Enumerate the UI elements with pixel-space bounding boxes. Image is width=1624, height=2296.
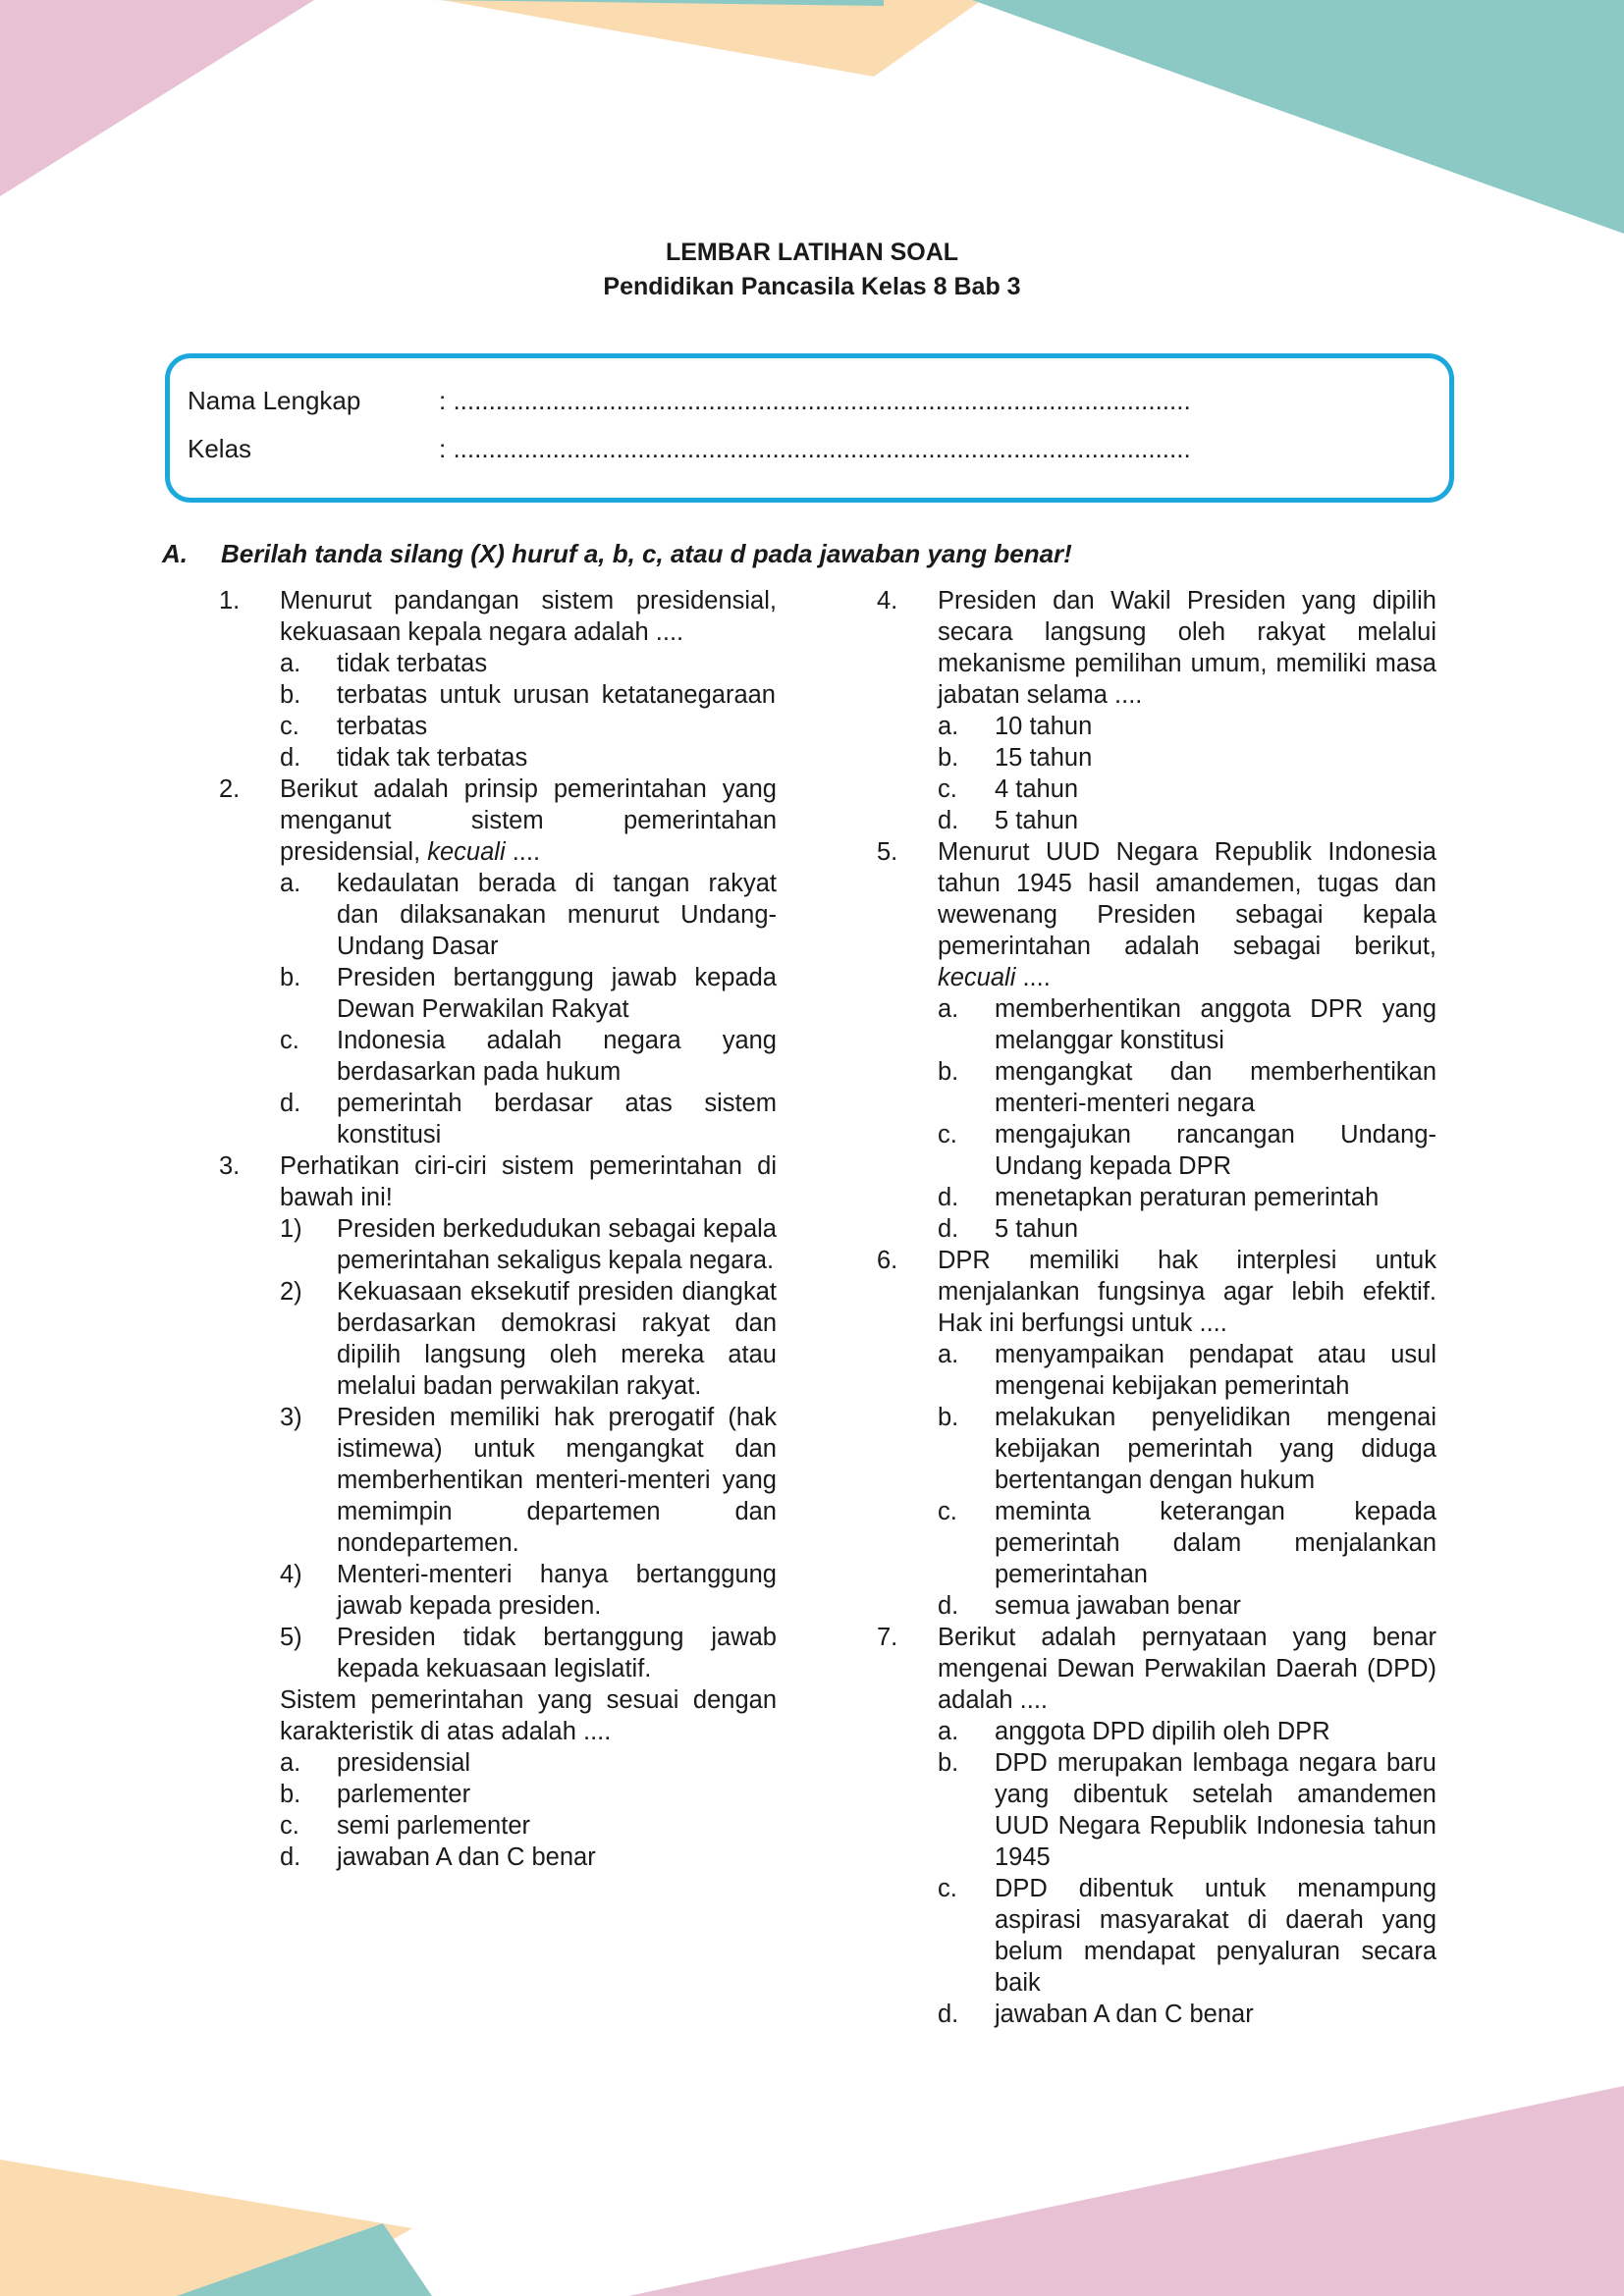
- option-d[interactable]: [938, 1590, 1436, 1622]
- item-text: Presiden berkedudukan sebagai kepala pemerintahan sekaligus kepala negara.: [337, 1215, 777, 1274]
- option-label: a.: [280, 650, 301, 677]
- question-number: 2.: [219, 775, 241, 803]
- option-b[interactable]: [280, 1779, 777, 1810]
- question-text-end: ....: [1015, 964, 1051, 991]
- option-text: 5 tahun: [995, 807, 1079, 834]
- question-text: [938, 836, 1436, 993]
- option-label: d.: [938, 1215, 959, 1243]
- characteristic-item-1: [280, 1213, 777, 1276]
- option-d[interactable]: [938, 1182, 1436, 1213]
- option-a[interactable]: [938, 1716, 1436, 1747]
- option-d[interactable]: [280, 1088, 777, 1150]
- name-label: Nama Lengkap: [188, 386, 361, 415]
- option-b[interactable]: [938, 742, 1436, 774]
- question-text-emphasis: kecuali: [427, 838, 506, 866]
- option-b[interactable]: [938, 1747, 1436, 1873]
- characteristic-item-3: [280, 1402, 777, 1559]
- option-text: 5 tahun: [995, 1215, 1079, 1243]
- option-label: a.: [938, 1718, 959, 1745]
- option-label: c.: [938, 1875, 957, 1902]
- option-c[interactable]: [938, 1873, 1436, 1999]
- option-d[interactable]: [938, 805, 1436, 836]
- option-text: kedaulatan berada di tangan rakyat dan dilaksanakan menurut Undang-Undang Dasar: [337, 870, 777, 960]
- option-label: c.: [280, 713, 299, 740]
- option-text: DPD dibentuk untuk menampung aspirasi masyarakat di daerah yang belum mendapat penyaluran secara baik: [995, 1875, 1436, 1997]
- option-label: d.: [280, 1843, 301, 1871]
- name-blank-line[interactable]: : ........................................................................................................: [439, 386, 1191, 415]
- option-label: a.: [280, 1749, 301, 1777]
- option-c[interactable]: [280, 1025, 777, 1088]
- option-text: mengajukan rancangan Undang-Undang kepada DPR: [995, 1121, 1436, 1180]
- question-text-end: ....: [505, 838, 541, 866]
- question-text: Presiden dan Wakil Presiden yang dipilih secara langsung oleh rakyat melalui mekanisme pemilihan umum, memiliki masa jabatan selama ....: [938, 587, 1436, 709]
- option-text: meminta keterangan kepada pemerintah dalam menjalankan pemerintahan: [995, 1498, 1436, 1588]
- item-text: Kekuasaan eksekutif presiden diangkat berdasarkan demokrasi rakyat dan dipilih langsung oleh mereka atau melalui badan perwakilan rakyat.: [337, 1278, 777, 1400]
- option-a[interactable]: [938, 711, 1436, 742]
- characteristic-item-2: [280, 1276, 777, 1402]
- question-7: [877, 1622, 1436, 2030]
- item-text: Menteri-menteri hanya bertanggung jawab kepada presiden.: [337, 1561, 777, 1620]
- question-3: [219, 1150, 777, 1873]
- option-a[interactable]: [938, 993, 1436, 1056]
- option-label: d.: [938, 1592, 959, 1620]
- option-text: Presiden bertanggung jawab kepada Dewan Perwakilan Rakyat: [337, 964, 777, 1023]
- option-text: DPD merupakan lembaga negara baru yang dibentuk setelah amandemen UUD Negara Republik Indonesia tahun 1945: [995, 1749, 1436, 1871]
- option-text: terbatas: [337, 713, 428, 740]
- option-label: a.: [280, 870, 301, 897]
- characteristic-item-4: [280, 1559, 777, 1622]
- class-blank-line[interactable]: : ........................................................................................................: [439, 434, 1191, 463]
- option-label: c.: [938, 775, 957, 803]
- option-label: c.: [280, 1027, 299, 1054]
- option-a[interactable]: [280, 648, 777, 679]
- question-2: [219, 774, 777, 1150]
- option-text: jawaban A dan C benar: [995, 2001, 1254, 2028]
- option-text: 10 tahun: [995, 713, 1093, 740]
- item-text: Presiden tidak bertanggung jawab kepada kekuasaan legislatif.: [337, 1624, 777, 1682]
- option-text: jawaban A dan C benar: [337, 1843, 596, 1871]
- option-b[interactable]: [280, 962, 777, 1025]
- question-number: 1.: [219, 587, 241, 614]
- option-label: b.: [280, 1781, 301, 1808]
- question-text: Menurut pandangan sistem presidensial, kekuasaan kepala negara adalah ....: [280, 587, 777, 646]
- option-label: c.: [938, 1498, 957, 1525]
- option-text: melakukan penyelidikan mengenai kebijakan pemerintah yang diduga bertentangan dengan hukum: [995, 1404, 1436, 1494]
- worksheet-subtitle: Pendidikan Pancasila Kelas 8 Bab 3: [603, 273, 1021, 300]
- option-label: a.: [938, 1341, 959, 1368]
- option-text: parlementer: [337, 1781, 471, 1808]
- question-statement: Sistem pemerintahan yang sesuai dengan karakteristik di atas adalah ....: [280, 1686, 777, 1745]
- question-number: 4.: [877, 587, 898, 614]
- item-number: 4): [280, 1561, 302, 1588]
- item-number: 2): [280, 1278, 302, 1306]
- option-d[interactable]: [280, 1842, 777, 1873]
- option-label: d.: [938, 1184, 959, 1211]
- question-text: Berikut adalah pernyataan yang benar mengenai Dewan Perwakilan Daerah (DPD) adalah ....: [938, 1624, 1436, 1714]
- item-text: Presiden memiliki hak prerogatif (hak istimewa) untuk mengangkat dan memberhentikan menteri-menteri yang memimpin departemen dan nondepartemen.: [337, 1404, 777, 1557]
- question-text-main: Menurut UUD Negara Republik Indonesia tahun 1945 hasil amandemen, tugas dan wewenang Presiden sebagai kepala pemerintahan adalah sebagai berikut,: [938, 838, 1436, 960]
- option-label: b.: [938, 744, 959, 772]
- option-label: b.: [280, 964, 301, 991]
- question-text: Perhatikan ciri-ciri sistem pemerintahan di bawah ini!: [280, 1152, 777, 1211]
- option-label: d.: [280, 744, 301, 772]
- question-text: DPR memiliki hak interplesi untuk menjalankan fungsinya agar lebih efektif. Hak ini berfungsi untuk ....: [938, 1247, 1436, 1337]
- option-label: c.: [280, 1812, 299, 1840]
- option-text: tidak terbatas: [337, 650, 488, 677]
- option-label: a.: [938, 713, 959, 740]
- section-a-instruction: [162, 539, 1072, 569]
- student-identity-box: [165, 353, 1454, 503]
- option-a[interactable]: [280, 1747, 777, 1779]
- question-text-emphasis: kecuali: [938, 964, 1016, 991]
- option-label: c.: [938, 1121, 957, 1148]
- item-number: 5): [280, 1624, 302, 1651]
- option-label: b.: [938, 1058, 959, 1086]
- option-label: a.: [938, 995, 959, 1023]
- option-text: memberhentikan anggota DPR yang melanggar konstitusi: [995, 995, 1436, 1054]
- option-label: b.: [938, 1404, 959, 1431]
- option-c[interactable]: [938, 1119, 1436, 1182]
- class-label: Kelas: [188, 434, 252, 463]
- option-text: menyampaikan pendapat atau usul mengenai kebijakan pemerintah: [995, 1341, 1436, 1400]
- option-text: semua jawaban benar: [995, 1592, 1241, 1620]
- item-number: 3): [280, 1404, 302, 1431]
- option-c[interactable]: [938, 774, 1436, 805]
- worksheet-title: LEMBAR LATIHAN SOAL: [665, 239, 959, 266]
- left-question-column: [219, 585, 777, 1873]
- option-d[interactable]: [938, 1999, 1436, 2030]
- option-label: d.: [280, 1090, 301, 1117]
- option-label: b.: [938, 1749, 959, 1777]
- option-a[interactable]: [938, 1339, 1436, 1402]
- option-text: mengangkat dan memberhentikan menteri-menteri negara: [995, 1058, 1436, 1117]
- option-text: 4 tahun: [995, 775, 1079, 803]
- option-text: semi parlementer: [337, 1812, 530, 1840]
- option-d-extra[interactable]: [938, 1213, 1436, 1245]
- option-label: d.: [938, 2001, 959, 2028]
- option-text: terbatas untuk urusan ketatanegaraan: [337, 681, 776, 709]
- option-c[interactable]: [280, 711, 777, 742]
- option-b[interactable]: [938, 1402, 1436, 1496]
- option-label: d.: [938, 807, 959, 834]
- item-number: 1): [280, 1215, 302, 1243]
- characteristic-item-5: [280, 1622, 777, 1684]
- question-number: 5.: [877, 838, 898, 866]
- option-text: 15 tahun: [995, 744, 1093, 772]
- question-text-main: Berikut adalah prinsip pemerintahan yang menganut sistem pemerintahan presidensial,: [280, 775, 777, 866]
- option-text: presidensial: [337, 1749, 471, 1777]
- option-c[interactable]: [280, 1810, 777, 1842]
- question-5: [877, 836, 1436, 1245]
- option-a[interactable]: [280, 868, 777, 962]
- question-text: [280, 774, 777, 868]
- question-4: [877, 585, 1436, 836]
- section-letter: A.: [162, 539, 188, 568]
- option-text: Indonesia adalah negara yang berdasarkan pada hukum: [337, 1027, 777, 1086]
- question-number: 3.: [219, 1152, 241, 1180]
- question-number: 6.: [877, 1247, 898, 1274]
- option-text: anggota DPD dipilih oleh DPR: [995, 1718, 1330, 1745]
- question-6: [877, 1245, 1436, 1622]
- option-d[interactable]: [280, 742, 777, 774]
- option-b[interactable]: [280, 679, 777, 711]
- question-number: 7.: [877, 1624, 898, 1651]
- option-label: b.: [280, 681, 301, 709]
- option-text: pemerintah berdasar atas sistem konstitusi: [337, 1090, 777, 1148]
- class-row: [188, 434, 1191, 464]
- right-question-column: [877, 585, 1436, 2030]
- instruction-text: Berilah tanda silang (X) huruf a, b, c, atau d pada jawaban yang benar!: [221, 539, 1072, 568]
- option-text: tidak tak terbatas: [337, 744, 528, 772]
- option-b[interactable]: [938, 1056, 1436, 1119]
- option-text: menetapkan peraturan pemerintah: [995, 1184, 1380, 1211]
- question-1: [219, 585, 777, 774]
- name-row: [188, 386, 1191, 416]
- option-c[interactable]: [938, 1496, 1436, 1590]
